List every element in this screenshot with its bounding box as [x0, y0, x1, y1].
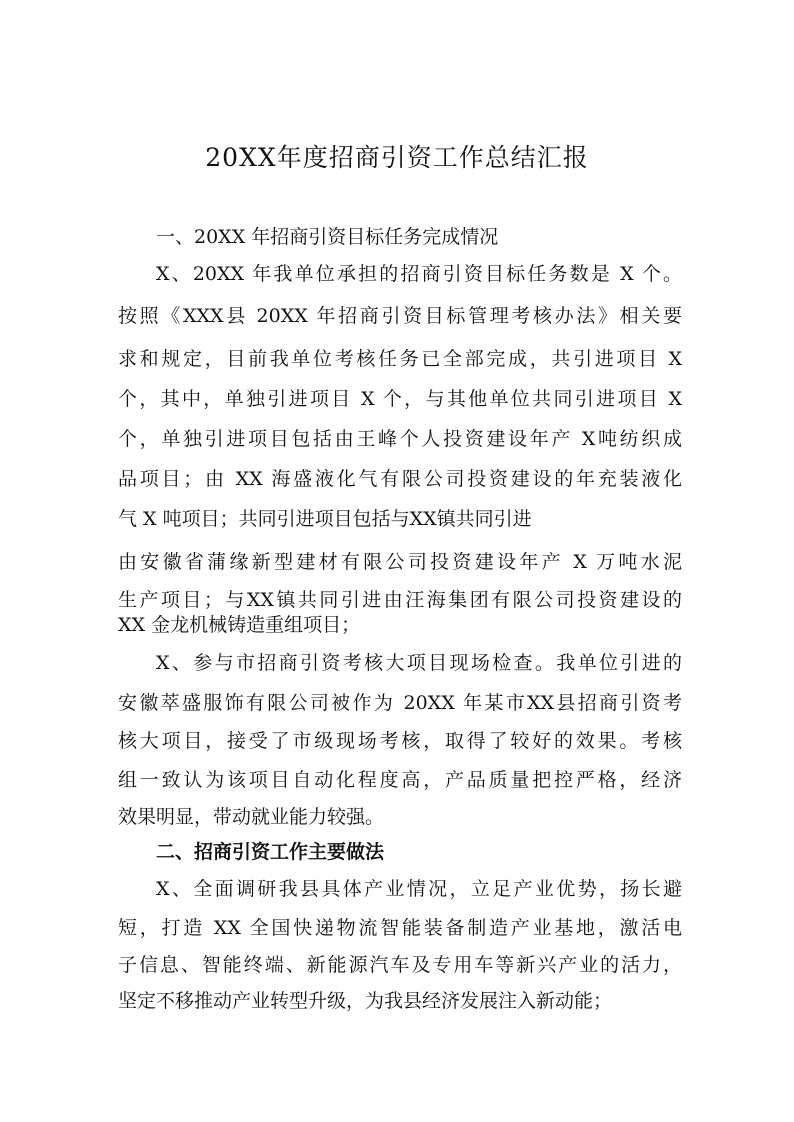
section-heading-2: 二、招商引资工作主要做法: [156, 841, 385, 863]
paragraph-line: 生产项目；与XX镇共同引进由汪海集团有限公司投资建设的: [118, 589, 682, 611]
document-title: 20XX年度招商引资工作总结汇报: [205, 143, 589, 172]
paragraph-line: X、20XX 年我单位承担的招商引资目标任务数是 X 个。: [156, 263, 682, 285]
paragraph-line: 坚定不移推动产业转型升级，为我县经济发展注入新动能；: [118, 990, 613, 1012]
paragraph-line: 求和规定，目前我单位考核任务已全部完成，共引进项目 X: [118, 348, 682, 370]
paragraph-line: 气 X 吨项目；共同引进项目包括与XX镇共同引进: [118, 508, 532, 530]
paragraph-line: 由安徽省蒲缘新型建材有限公司投资建设年产 X 万吨水泥: [118, 551, 682, 573]
paragraph-line: 核大项目，接受了市级现场考核，取得了较好的效果。考核: [118, 730, 682, 752]
paragraph-line: 按照《XXX县 20XX 年招商引资目标管理考核办法》相关要: [118, 305, 682, 327]
paragraph-line: XX 金龙机械铸造重组项目；: [118, 614, 361, 636]
paragraph-line: 短，打造 XX 全国快递物流智能装备制造产业基地，激活电: [118, 917, 682, 939]
paragraph-line: X、全面调研我县具体产业情况，立足产业优势，扬长避: [156, 878, 682, 900]
paragraph-line: 个，单独引进项目包括由王峰个人投资建设年产 X吨纺织成: [118, 428, 682, 450]
paragraph-line: 安徽萃盛服饰有限公司被作为 20XX 年某市XX县招商引资考: [118, 692, 682, 714]
paragraph-line: 组一致认为该项目自动化程度高，产品质量把控严格，经济: [118, 769, 682, 791]
section-heading-1: 一、20XX 年招商引资目标任务完成情况: [156, 226, 499, 248]
paragraph-line: 品项目；由 XX 海盛液化气有限公司投资建设的年充装液化: [118, 468, 682, 490]
paragraph-line: 效果明显，带动就业能力较强。: [118, 806, 385, 828]
paragraph-line: 子信息、智能终端、新能源汽车及专用车等新兴产业的活力，: [118, 954, 682, 976]
paragraph-line: 个，其中，单独引进项目 X 个，与其他单位共同引进项目 X: [118, 388, 682, 410]
paragraph-line: X、参与市招商引资考核大项目现场检查。我单位引进的: [156, 652, 682, 674]
